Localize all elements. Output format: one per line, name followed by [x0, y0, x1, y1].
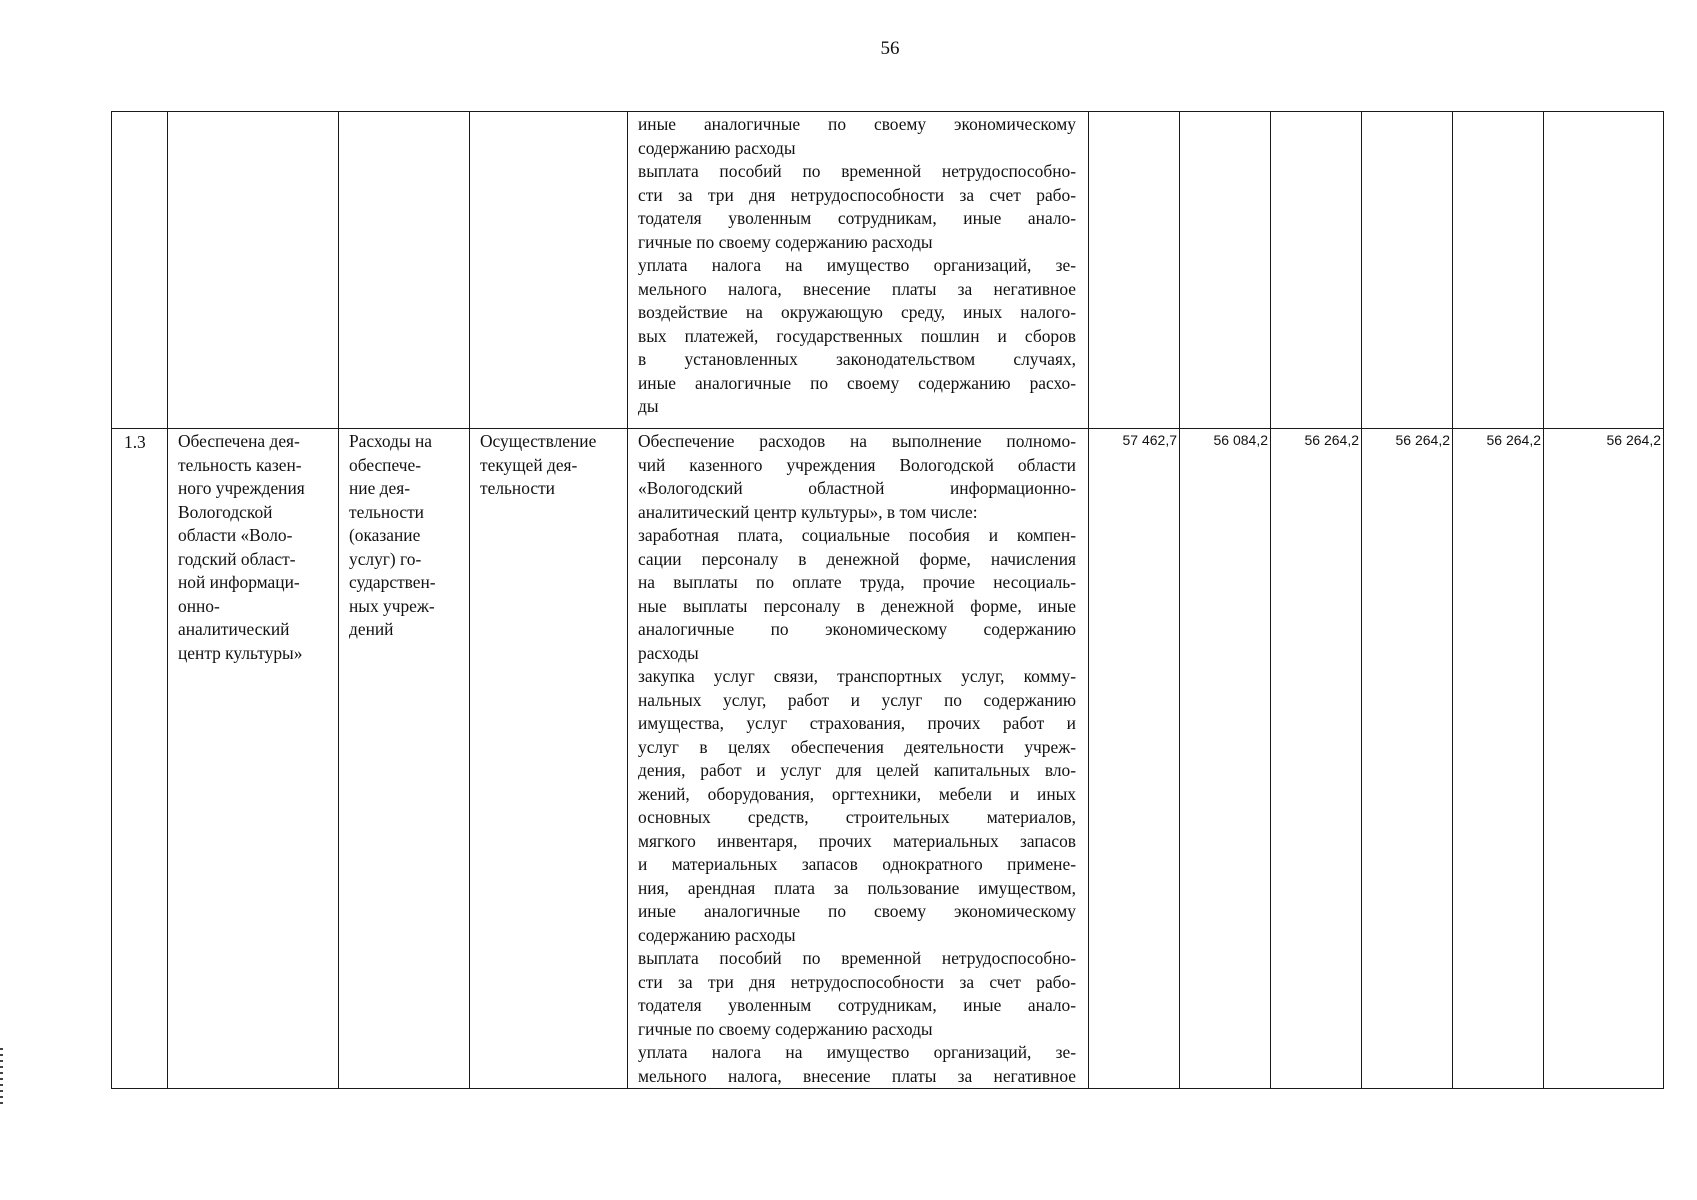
value-year-4: 56 264,2 [1362, 429, 1453, 1089]
description-line: сации персоналу в денежной форме, начисления [638, 548, 1076, 569]
budget-table [111, 111, 1664, 1089]
expense-type-line: ных учреж- [349, 595, 435, 616]
expense-type-line: сударствен- [349, 572, 436, 592]
description-line: аналитический центр культуры», в том числе: [638, 501, 978, 522]
description-line: расходы [638, 642, 699, 663]
description-line: основных средств, строительных материалов, [638, 807, 1076, 827]
description-line: закупка услуг связи, транспортных услуг, комму- [638, 666, 1076, 686]
description-line: Обеспечение расходов на выполнение полномо- [638, 431, 1076, 451]
description-line: гичные по своему содержанию расходы [638, 1018, 933, 1039]
description-line: мельного налога, внесение платы за негативное [638, 1065, 1076, 1086]
description-line: выплата пособий по временной нетрудоспособно- [638, 161, 1076, 181]
page-number: 56 [880, 38, 900, 59]
cell-expense-type [339, 429, 470, 1089]
description-line: аналогичные по экономическому содержанию [638, 619, 1076, 639]
description-line: содержанию расходы [638, 137, 796, 158]
description-line: сти за три дня нетрудоспособности за счет рабо- [638, 971, 1076, 992]
result-line: онно- [178, 595, 220, 616]
result-line: тельность казен- [178, 454, 302, 475]
description-line: тодателя уволенным сотрудникам, иные анало- [638, 995, 1076, 1015]
description-line: уплата налога на имущество организаций, зе- [638, 255, 1076, 275]
description-line: и материальных запасов однократного примене- [638, 854, 1076, 874]
result-line: годский област- [178, 548, 296, 569]
description-line: мягкого инвентаря, прочих материальных запасов [638, 830, 1076, 851]
expense-type-line: услуг) го- [349, 548, 422, 569]
result-line: области «Воло- [178, 525, 293, 545]
description-line: иные аналогичные по своему экономическому [638, 901, 1076, 921]
scan-margin-marks [0, 1048, 3, 1108]
activity-line: тельности [480, 478, 555, 498]
result-line: Обеспечена дея- [178, 431, 300, 451]
value-year-5: 56 264,2 [1453, 429, 1544, 1089]
cell-value [1271, 112, 1362, 429]
description-line: на выплаты по оплате труда, прочие несоциаль- [638, 572, 1076, 592]
cell-activity [470, 112, 628, 429]
expense-type-line: дений [349, 619, 394, 639]
cell-description [628, 429, 1089, 1089]
description-line: мельного налога, внесение платы за негативное [638, 278, 1076, 299]
description-line: уплата налога на имущество организаций, зе- [638, 1042, 1076, 1062]
description-line: ния, арендная плата за пользование имуществом, [638, 877, 1076, 898]
cell-value [1453, 112, 1544, 429]
table-row-continued [112, 112, 1664, 429]
cell-result [168, 112, 339, 429]
value-year-6: 56 264,2 [1544, 429, 1664, 1089]
cell-number [112, 112, 168, 429]
description-line: ные выплаты персоналу в денежной форме, иные [638, 595, 1076, 616]
cell-value [1362, 112, 1453, 429]
description-line: ды [638, 396, 659, 416]
description-line: иные аналогичные по своему содержанию расхо- [638, 372, 1076, 393]
expense-type-line: Расходы на [349, 431, 433, 451]
description-line: гичные по своему содержанию расходы [638, 231, 933, 252]
value-year-1: 57 462,7 [1089, 429, 1180, 1089]
description-line: иные аналогичные по своему экономическому [638, 114, 1076, 134]
value-year-3: 56 264,2 [1271, 429, 1362, 1089]
cell-result [168, 429, 339, 1089]
cell-value [1089, 112, 1180, 429]
activity-line: Осуществление [480, 431, 597, 451]
result-line: центр культуры» [178, 642, 303, 663]
result-line: ного учреждения [178, 478, 305, 498]
description-line: имущества, услуг страхования, прочих работ и [638, 713, 1076, 733]
description-line: вых платежей, государственных пошлин и сборов [638, 325, 1076, 346]
expense-type-line: ние дея- [349, 478, 411, 498]
result-line: Вологодской [178, 501, 273, 522]
description-line: жений, оборудования, оргтехники, мебели и иных [638, 783, 1076, 804]
description-line: тодателя уволенным сотрудникам, иные анало- [638, 208, 1076, 228]
description-line: в установленных законодательством случаях, [638, 349, 1076, 369]
cell-expense-type [339, 112, 470, 429]
description-line: сти за три дня нетрудоспособности за счет рабо- [638, 184, 1076, 205]
expense-type-line: тельности [349, 501, 424, 522]
table-row-1-3 [112, 429, 1664, 1089]
result-line: аналитический [178, 619, 290, 639]
cell-description [628, 112, 1089, 429]
description-line: содержанию расходы [638, 924, 796, 945]
description-line: чий казенного учреждения Вологодской области [638, 454, 1076, 475]
description-line: заработная плата, социальные пособия и компен- [638, 525, 1076, 545]
description-line: воздействие на окружающую среду, иных налого- [638, 302, 1076, 322]
activity-line: текущей дея- [480, 454, 578, 475]
expense-type-line: (оказание [349, 525, 421, 545]
value-year-2: 56 084,2 [1180, 429, 1271, 1089]
description-line: выплата пособий по временной нетрудоспособно- [638, 948, 1076, 968]
expense-type-line: обеспече- [349, 454, 422, 475]
row-number: 1.3 [112, 429, 168, 1089]
description-line: услуг в целях обеспечения деятельности учреж- [638, 736, 1076, 757]
result-line: ной информаци- [178, 572, 300, 592]
cell-value [1180, 112, 1271, 429]
description-line: дения, работ и услуг для целей капитальных вло- [638, 760, 1076, 780]
cell-value [1544, 112, 1664, 429]
cell-activity [470, 429, 628, 1089]
description-line: «Вологодский областной информационно- [638, 478, 1076, 498]
description-line: нальных услуг, работ и услуг по содержанию [638, 689, 1076, 710]
